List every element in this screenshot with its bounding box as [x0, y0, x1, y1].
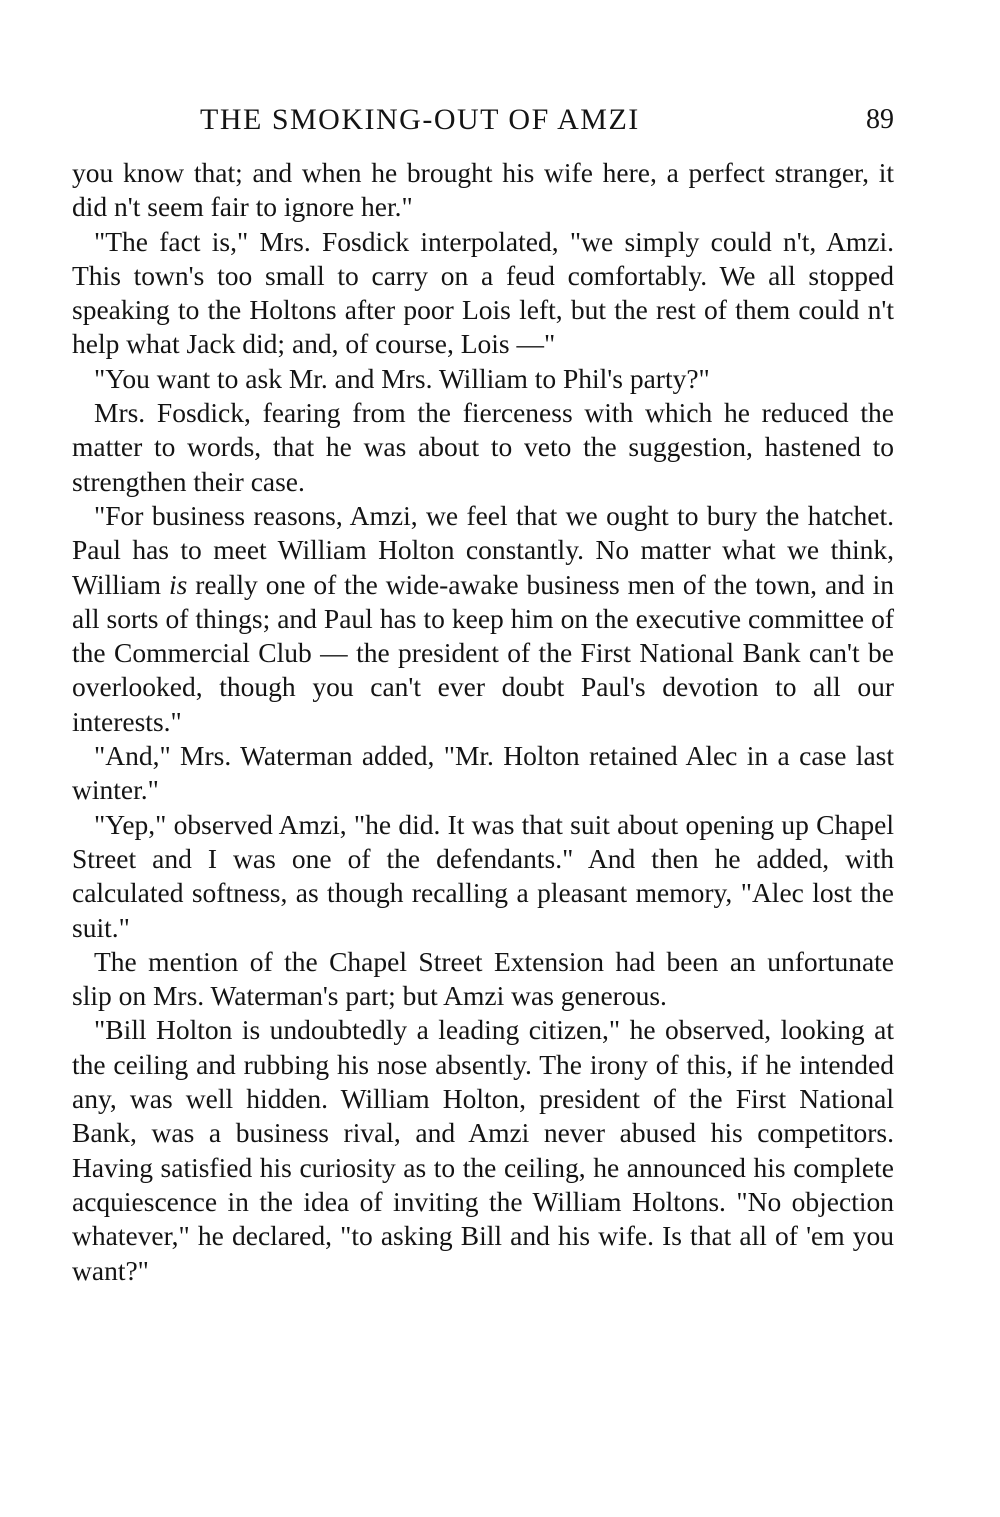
paragraph-fosdick-feud: "The fact is," Mrs. Fosdick interpolated, "we simply could n't, Amzi. This town's too small to carry on a feud comfortably. We all stopped speaking to the Holtons after poor Lois left, but the rest of them could n't help what Jack did; and, of course, Lois —"	[72, 225, 894, 360]
paragraph-continuation: you know that; and when he brought his wife here, a perfect stranger, it did n't seem fair to ignore her."	[72, 157, 894, 223]
body-text	[72, 156, 894, 1288]
paragraph-fosdick-fearing: Mrs. Fosdick, fearing from the fierceness with which he reduced the matter to words, that he was about to veto the suggestion, hastened to strengthen their case.	[72, 397, 894, 497]
paragraph-business-reasons-before: "For business reasons, Amzi, we feel that we ought to bury the hatchet. Paul has to meet William Holton constantly. No matter what we think, William	[72, 499, 894, 600]
paragraph-chapel-street: The mention of the Chapel Street Extension had been an unfortunate slip on Mrs. Waterman's part; but Amzi was generous.	[72, 945, 894, 1012]
running-head	[72, 98, 894, 142]
paragraph-waterman-added: "And," Mrs. Waterman added, "Mr. Holton retained Alec in a case last winter."	[72, 740, 894, 806]
page-number: 89	[866, 104, 894, 135]
paragraph-business-reasons-after: really one of the wide-awake business men of the town, and in all sorts of things; and Paul has to keep him on the executive committee of the Commercial Club — the president of the First National Bank can't be overlooked, though you can't ever doubt Paul's devotion to all our interests."	[72, 568, 894, 737]
book-page	[72, 98, 894, 1288]
paragraph-amzi-yep: "Yep," observed Amzi, "he did. It was that suit about opening up Chapel Street and I was one of the defendants." And then he added, with calculated softness, as though recalling a pleasant memory, "Alec lost the suit."	[72, 808, 894, 943]
running-title: THE SMOKING-OUT OF AMZI	[200, 103, 640, 136]
emphasis-is: is	[168, 568, 188, 600]
paragraph-bill-holton: "Bill Holton is undoubtedly a leading citizen," he observed, looking at the ceiling and rubbing his nose absently. The irony of this, if he intended any, was well hidden. William Holton, president of the First National Bank, was a business rival, and Amzi never abused his competitors. Having satisfied his curiosity as to the ceiling, he announced his complete acquiescence in the idea of inviting the William Holtons. "No objection whatever," he declared, "to asking Bill and his wife. Is that all of 'em you want?"	[72, 1014, 894, 1286]
paragraph-business-reasons	[72, 499, 894, 739]
paragraph-amzi-question: "You want to ask Mr. and Mrs. William to Phil's party?"	[94, 362, 710, 394]
